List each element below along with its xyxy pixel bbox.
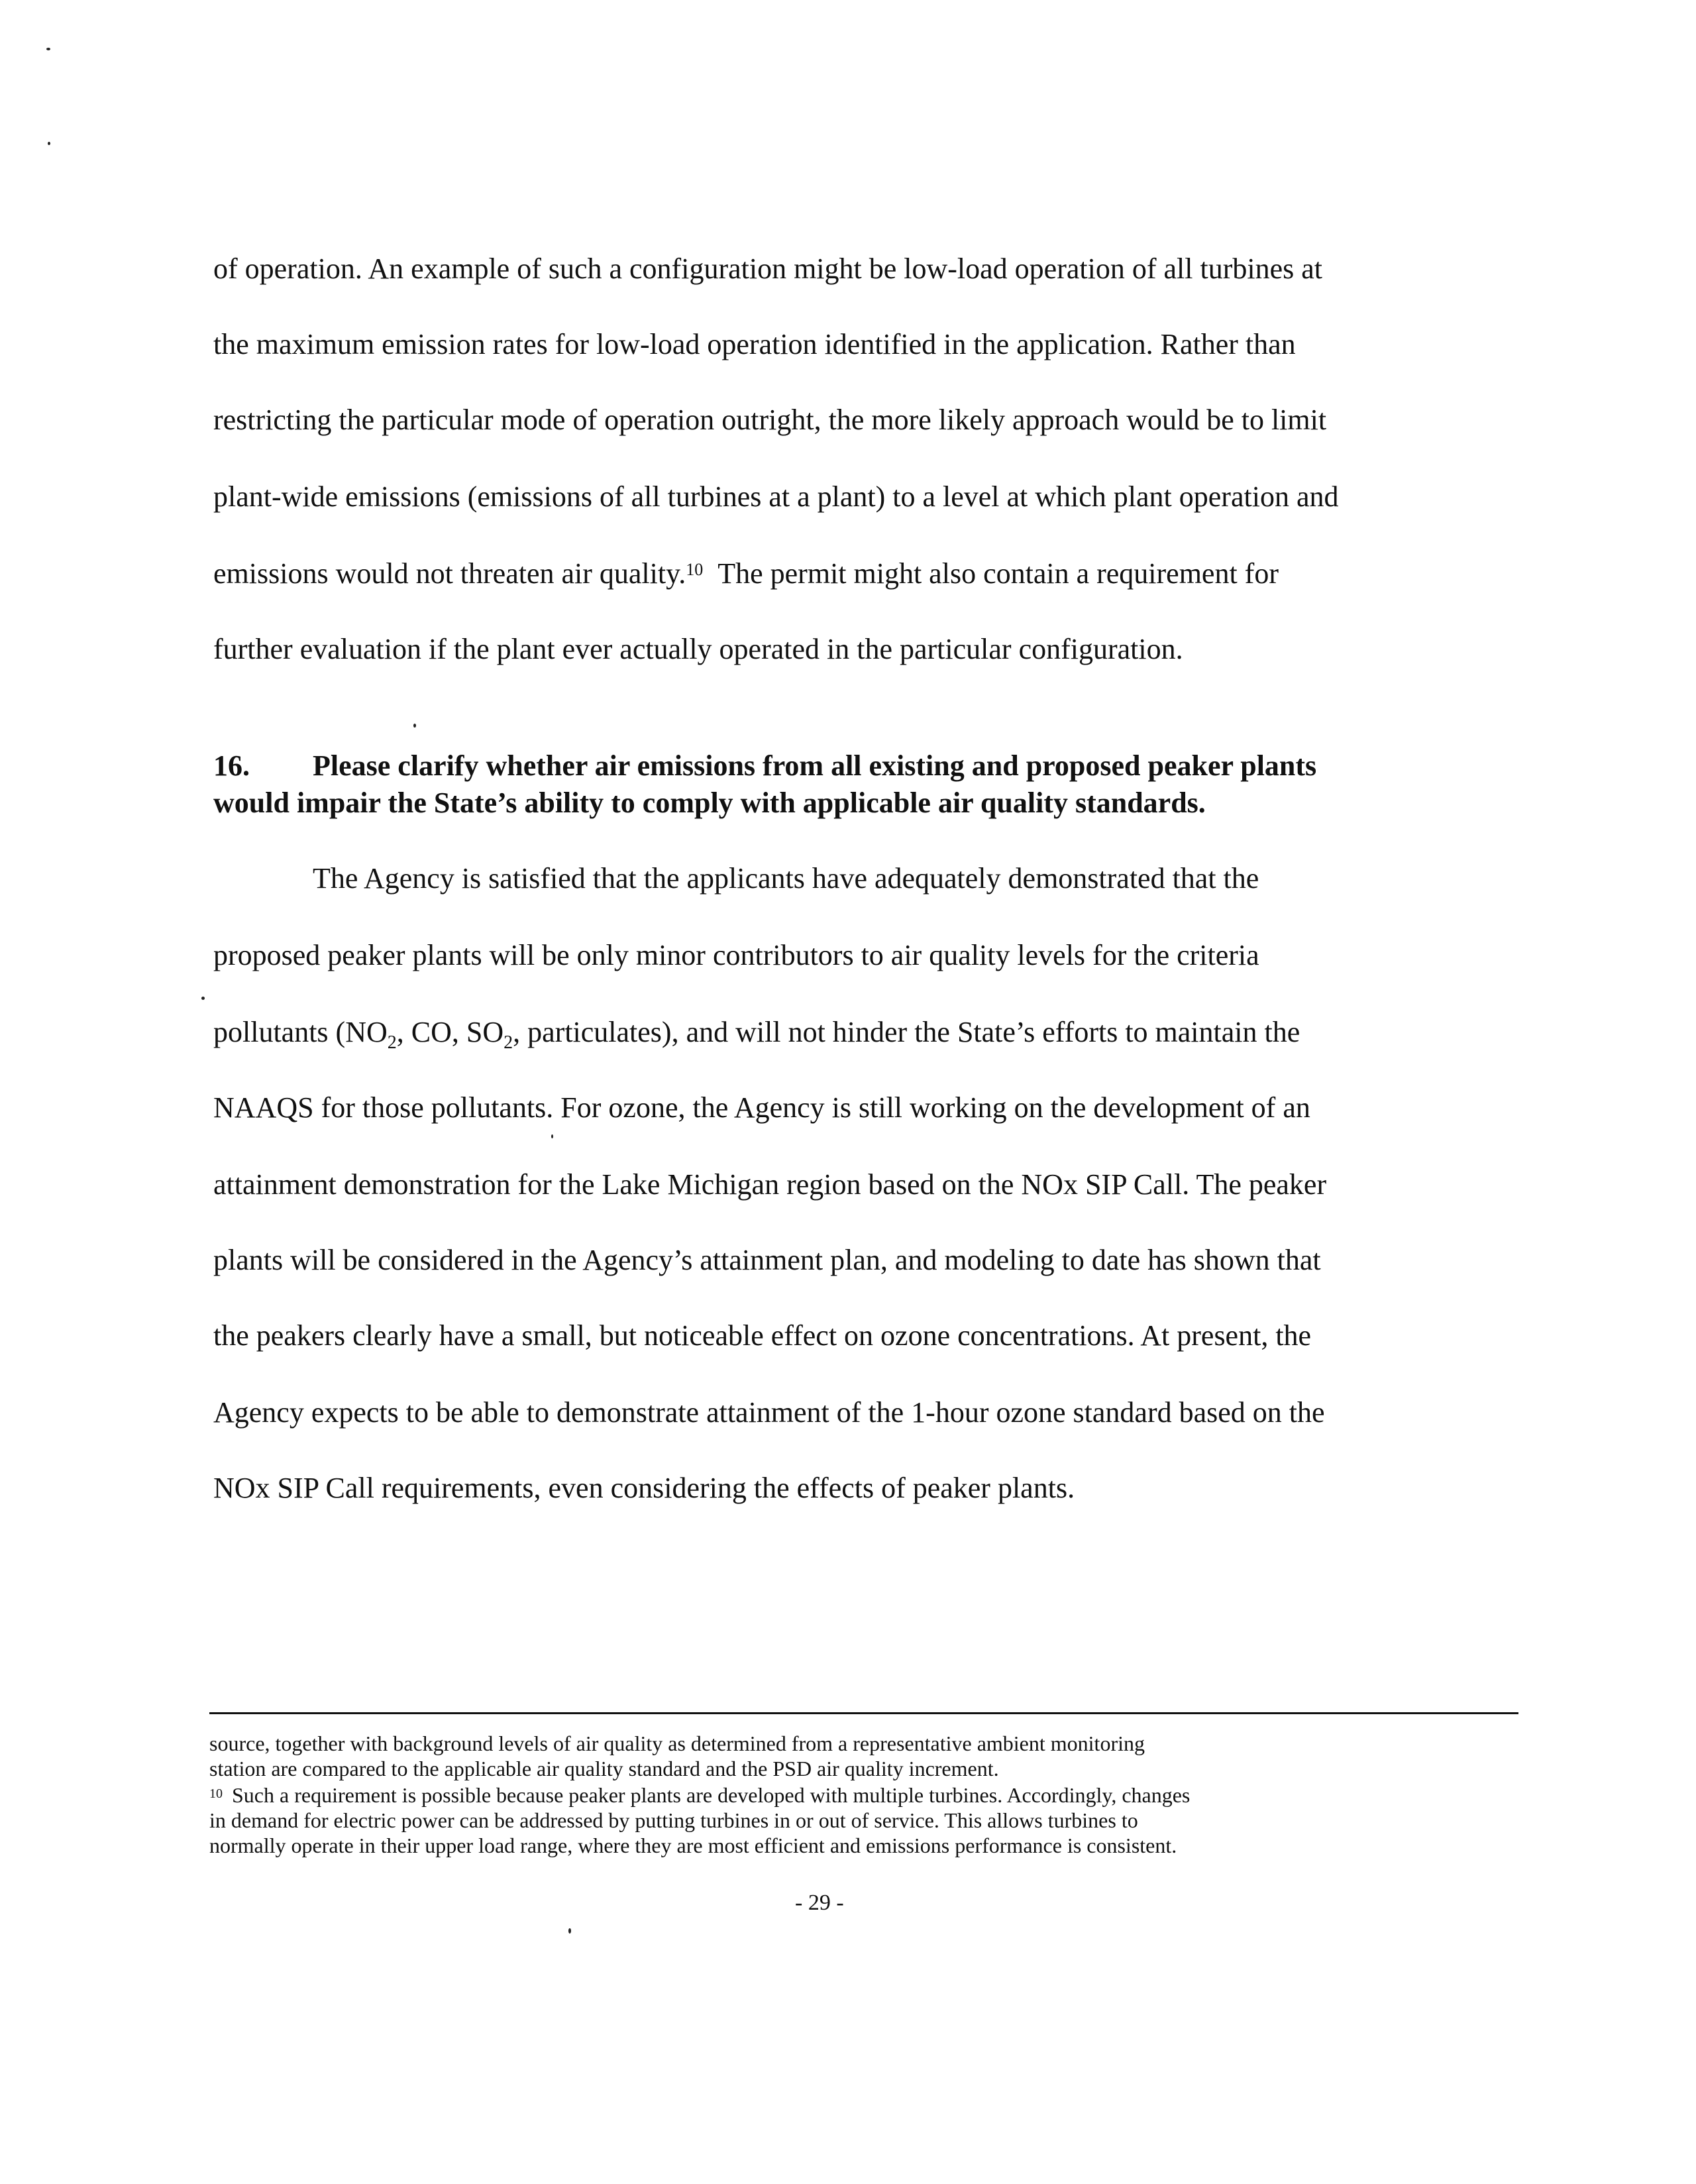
answer-line-pollutants (213, 1014, 1300, 1062)
question-text-line: would impair the State’s ability to comply with applicable air quality standards. (213, 787, 1206, 819)
body-line: the maximum emission rates for low-load operation identified in the application. Rather than (213, 328, 1296, 360)
answer-line: plants will be considered in the Agency’s attainment plan, and modeling to date has shown that (213, 1244, 1321, 1276)
answer-line: NAAQS for those pollutants. For ozone, the Agency is still working on the development of an (213, 1091, 1310, 1124)
footnote-line: station are compared to the applicable air quality standard and the PSD air quality increment. (209, 1757, 999, 1780)
footnote-reference[interactable]: 10 (686, 560, 704, 579)
scan-speck (551, 1134, 553, 1138)
footnote-line: in demand for electric power can be addressed by putting turbines in or out of service. This allows turbines to (209, 1808, 1138, 1832)
footnote-line: source, together with background levels of air quality as determined from a representative ambient monitoring (209, 1731, 1145, 1755)
subscript: 2 (504, 1032, 513, 1053)
footnote-line: normally operate in their upper load range, where they are most efficient and emissions performance is consistent. (209, 1833, 1177, 1857)
body-line: further evaluation if the plant ever actually operated in the particular configuration. (213, 633, 1183, 665)
scan-speck (413, 724, 416, 728)
footnote-text: Such a requirement is possible because peaker plants are developed with multiple turbines. Accordingly, changes (232, 1783, 1191, 1807)
answer-line: The Agency is satisfied that the applicants have adequately demonstrated that the (313, 862, 1259, 895)
question-heading (213, 747, 1316, 785)
question-number: 16. (213, 749, 250, 782)
answer-line: attainment demonstration for the Lake Michigan region based on the NOx SIP Call. The peaker (213, 1168, 1327, 1201)
body-text: , particulates), and will not hinder the State’s efforts to maintain the (513, 1016, 1300, 1048)
body-line: of operation. An example of such a configuration might be low-load operation of all turbines at (213, 252, 1322, 285)
body-text: emissions would not threaten air quality. (213, 557, 686, 590)
subscript: 2 (387, 1032, 397, 1053)
body-text: The permit might also contain a requirement for (717, 557, 1279, 590)
scan-speck (201, 997, 205, 1000)
answer-line: Agency expects to be able to demonstrate attainment of the 1-hour ozone standard based on the (213, 1396, 1325, 1429)
answer-line: proposed peaker plants will be only minor contributors to air quality levels for the criteria (213, 939, 1259, 971)
scan-speck (568, 1928, 571, 1934)
body-line: restricting the particular mode of operation outright, the more likely approach would be to limit (213, 404, 1327, 436)
footnote-10 (209, 1782, 1190, 1808)
body-line-with-footnote (213, 555, 1279, 592)
footnote-marker: 10 (209, 1786, 223, 1801)
page-number: - 29 - (795, 1890, 844, 1915)
scan-speck (48, 142, 50, 145)
body-text: , CO, SO (396, 1016, 504, 1048)
body-text: pollutants (NO (213, 1016, 388, 1048)
answer-line: the peakers clearly have a small, but noticeable effect on ozone concentrations. At present, the (213, 1319, 1312, 1352)
footnote-separator (209, 1712, 1518, 1714)
question-text-line: Please clarify whether air emissions from all existing and proposed peaker plants (313, 749, 1317, 782)
scan-speck (46, 48, 50, 50)
answer-line: NOx SIP Call requirements, even considering the effects of peaker plants. (213, 1472, 1075, 1504)
body-line: plant-wide emissions (emissions of all turbines at a plant) to a level at which plant operation and (213, 480, 1339, 513)
